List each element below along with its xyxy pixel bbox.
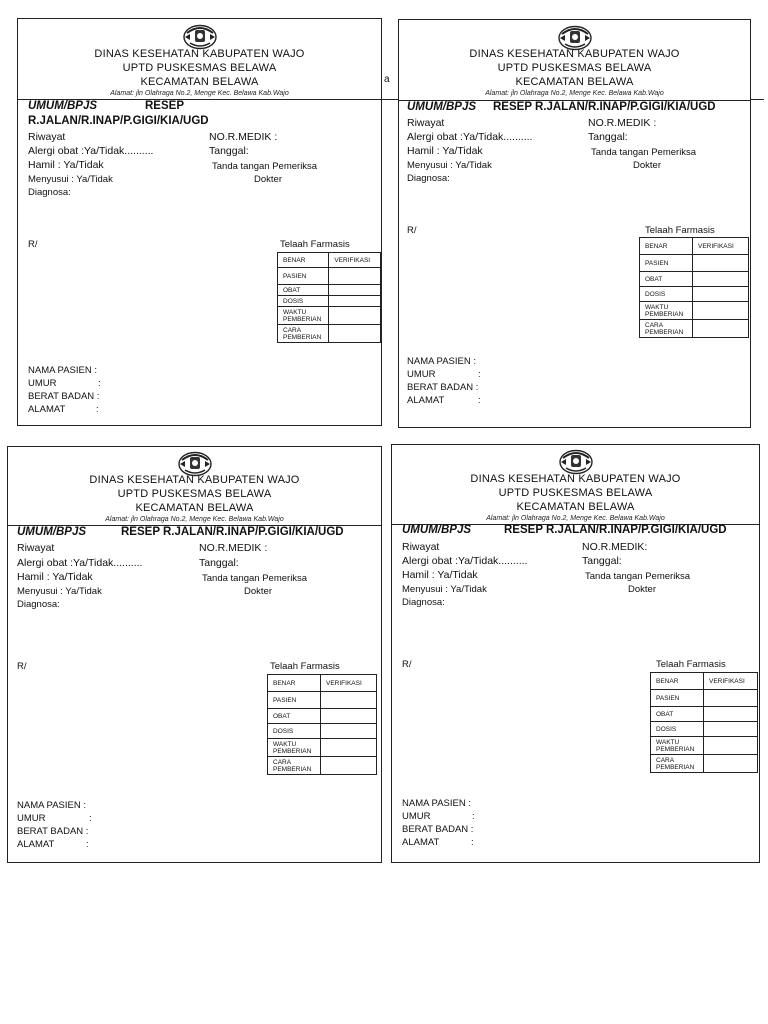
table-cell [321,724,377,739]
table-row-label: CARA PEMBERIAN [640,320,693,338]
pharmacist-review-label: Telaah Farmasis [280,239,350,250]
table-cell [321,709,377,724]
pharmacist-review-table [639,237,749,338]
table-row-label: WAKTU PEMBERIAN [640,302,693,320]
age-colon: : [89,813,92,824]
clinic-name: UPTD PUSKESMAS BELAWA [498,487,653,499]
table-cell [693,320,749,338]
breastfeeding-label: Menyusui : Ya/Tidak [407,160,492,171]
table-header: BENAR [640,238,693,255]
table-row-label: PASIEN [651,690,704,707]
pregnant-label: Hamil : Ya/Tidak [407,145,483,157]
breastfeeding-label: Menyusui : Ya/Tidak [17,586,102,597]
district-name: KECAMATAN BELAWA [135,502,254,514]
district-name: KECAMATAN BELAWA [515,76,634,88]
table-row-label: OBAT [278,285,329,296]
medical-record-label: NO.R.MEDIK: [582,541,648,553]
agency-name: DINAS KESEHATAN KABUPATEN WAJO [89,474,300,486]
address-label: ALAMAT [402,837,440,848]
age-label: UMUR [407,369,436,380]
resep-title: RESEP R.JALAN/R.INAP/P.GIGI/KIA/UGD [493,101,716,113]
address-label: ALAMAT [17,839,55,850]
date-label: Tanggal: [199,557,239,569]
pharmacist-review-table [650,672,758,773]
table-cell [321,739,377,757]
riwayat-label: Riwayat [17,542,55,554]
table-row-label: PASIEN [268,692,321,709]
table-cell [704,755,758,773]
examiner-signature-label: Tanda tangan Pemeriksa [585,571,691,582]
date-label: Tanggal: [582,555,622,567]
table-header: BENAR [278,253,329,268]
address-label: ALAMAT [407,395,445,406]
table-row-label: PASIEN [278,268,329,285]
diagnosis-label: Diagnosa: [402,597,445,608]
table-cell [321,757,377,775]
district-name: KECAMATAN BELAWA [140,76,259,88]
pharmacist-review-table [277,252,381,343]
pregnant-label: Hamil : Ya/Tidak [17,571,93,583]
table-cell [329,325,381,343]
weight-label: BERAT BADAN : [402,824,474,835]
table-row-label: OBAT [640,272,693,287]
doctor-label: Dokter [628,584,656,595]
patient-name-label: NAMA PASIEN : [28,365,97,376]
riwayat-label: Riwayat [28,131,66,143]
agency-name: DINAS KESEHATAN KABUPATEN WAJO [470,473,681,485]
table-row-label: DOSIS [278,296,329,307]
table-cell [693,287,749,302]
rx-symbol: R/ [17,661,27,672]
age-colon: : [98,378,101,389]
clinic-name: UPTD PUSKESMAS BELAWA [497,62,652,74]
pregnant-label: Hamil : Ya/Tidak [28,159,104,171]
stray-line-right [750,99,764,100]
table-cell [321,692,377,709]
table-header: VERIFIKASI [693,238,749,255]
breastfeeding-label: Menyusui : Ya/Tidak [28,174,113,185]
allergy-label: Alergi obat :Ya/Tidak.......... [28,145,154,157]
doctor-label: Dokter [244,586,272,597]
table-cell [693,302,749,320]
payer-type: UMUM/BPJS [17,526,87,538]
pharmacist-review-label: Telaah Farmasis [656,659,726,670]
table-cell [329,285,381,296]
table-row-label: DOSIS [268,724,321,739]
prescription-card-1 [17,18,382,426]
medical-record-label: NO.R.MEDIK : [588,117,657,129]
diagnosis-label: Diagnosa: [17,599,60,610]
address-colon: : [478,395,481,406]
patient-name-label: NAMA PASIEN : [402,798,471,809]
diagnosis-label: Diagnosa: [407,173,450,184]
stray-line-left [382,99,398,100]
rx-symbol: R/ [402,659,412,670]
clinic-address: Alamat: jln Olahraga No.2, Menge Kec. Belawa Kab.Wajo [486,515,665,522]
table-cell [693,272,749,287]
table-header: VERIFIKASI [329,253,381,268]
resep-title: RESEP R.JALAN/R.INAP/P.GIGI/KIA/UGD [121,526,344,538]
address-label: ALAMAT [28,404,66,415]
resep-word: RESEP [145,100,184,112]
diagnosis-label: Diagnosa: [28,187,71,198]
age-label: UMUR [402,811,431,822]
district-name: KECAMATAN BELAWA [516,501,635,513]
table-header: VERIFIKASI [704,673,758,690]
pharmacist-review-table [267,674,377,775]
date-label: Tanggal: [588,131,628,143]
age-colon: : [472,811,475,822]
service-units: R.JALAN/R.INAP/P.GIGI/KIA/UGD [28,115,209,127]
clinic-address: Alamat: jln Olahraga No.2, Menge Kec. Belawa Kab.Wajo [105,516,284,523]
table-row-label: WAKTU PEMBERIAN [651,737,704,755]
patient-name-label: NAMA PASIEN : [17,800,86,811]
prescription-card-3 [7,446,382,863]
agency-name: DINAS KESEHATAN KABUPATEN WAJO [469,48,680,60]
address-colon: : [96,404,99,415]
age-label: UMUR [17,813,46,824]
examiner-signature-label: Tanda tangan Pemeriksa [202,573,308,584]
prescription-card-2 [398,19,751,428]
breastfeeding-label: Menyusui : Ya/Tidak [402,584,487,595]
clinic-name: UPTD PUSKESMAS BELAWA [122,62,277,74]
payer-type: UMUM/BPJS [28,100,98,112]
stray-character: a [384,74,390,85]
table-row-label: PASIEN [640,255,693,272]
weight-label: BERAT BADAN : [17,826,89,837]
examiner-signature-label: Tanda tangan Pemeriksa [212,161,318,172]
table-row-label: OBAT [268,709,321,724]
table-row-label: CARA PEMBERIAN [651,755,704,773]
table-cell [329,268,381,285]
doctor-label: Dokter [254,174,282,185]
date-label: Tanggal: [209,145,249,157]
age-label: UMUR [28,378,57,389]
table-row-label: WAKTU PEMBERIAN [268,739,321,757]
payer-type: UMUM/BPJS [407,101,477,113]
resep-title: RESEP R.JALAN/R.INAP/P.GIGI/KIA/UGD [504,524,727,536]
table-cell [704,690,758,707]
doctor-label: Dokter [633,160,661,171]
riwayat-label: Riwayat [402,541,440,553]
table-cell [704,722,758,737]
clinic-address: Alamat: jln Olahraga No.2, Menge Kec. Belawa Kab.Wajo [110,90,289,97]
rx-symbol: R/ [28,239,38,250]
table-row-label: OBAT [651,707,704,722]
agency-name: DINAS KESEHATAN KABUPATEN WAJO [94,48,305,60]
pregnant-label: Hamil : Ya/Tidak [402,569,478,581]
table-row-label: DOSIS [640,287,693,302]
table-row-label: CARA PEMBERIAN [278,325,329,343]
allergy-label: Alergi obat :Ya/Tidak.......... [407,131,533,143]
clinic-address: Alamat: jln Olahraga No.2, Menge Kec. Belawa Kab.Wajo [485,90,664,97]
clinic-name: UPTD PUSKESMAS BELAWA [117,488,272,500]
address-colon: : [471,837,474,848]
table-header: BENAR [268,675,321,692]
weight-label: BERAT BADAN : [407,382,479,393]
allergy-label: Alergi obat :Ya/Tidak.......... [17,557,143,569]
weight-label: BERAT BADAN : [28,391,100,402]
pharmacist-review-label: Telaah Farmasis [645,225,715,236]
table-cell [693,255,749,272]
table-header: BENAR [651,673,704,690]
table-row-label: WAKTU PEMBERIAN [278,307,329,325]
rx-symbol: R/ [407,225,417,236]
medical-record-label: NO.R.MEDIK : [209,131,278,143]
address-colon: : [86,839,89,850]
table-header: VERIFIKASI [321,675,377,692]
examiner-signature-label: Tanda tangan Pemeriksa [591,147,697,158]
allergy-label: Alergi obat :Ya/Tidak.......... [402,555,528,567]
table-cell [329,296,381,307]
age-colon: : [478,369,481,380]
table-cell [704,707,758,722]
prescription-card-4 [391,444,760,863]
table-row-label: CARA PEMBERIAN [268,757,321,775]
table-cell [704,737,758,755]
table-row-label: DOSIS [651,722,704,737]
payer-type: UMUM/BPJS [402,524,472,536]
medical-record-label: NO.R.MEDIK : [199,542,268,554]
patient-name-label: NAMA PASIEN : [407,356,476,367]
pharmacist-review-label: Telaah Farmasis [270,661,340,672]
riwayat-label: Riwayat [407,117,445,129]
table-cell [329,307,381,325]
